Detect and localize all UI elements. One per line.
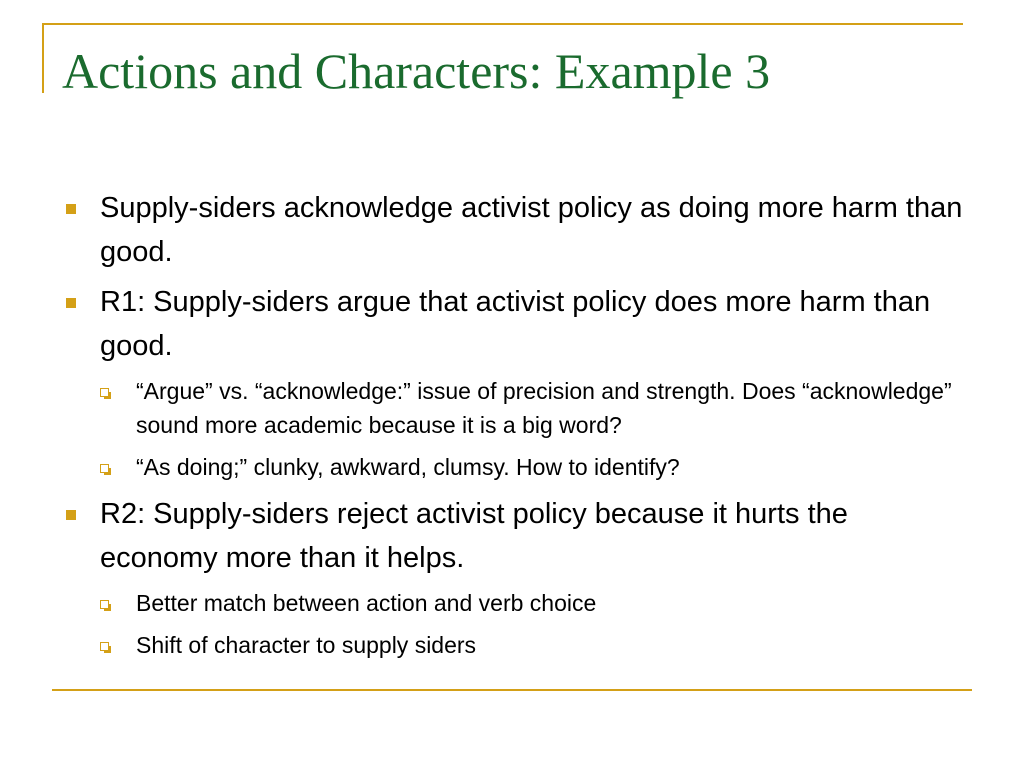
sub-bullet-item: [100, 374, 972, 442]
sub-bullet-item: [100, 450, 972, 484]
sub-bullet-item: [100, 586, 972, 620]
hollow-square-bullet-icon: [100, 600, 109, 609]
bullet-item: [62, 492, 972, 580]
frame-top-rule: [42, 23, 963, 25]
square-bullet-icon: [66, 510, 76, 520]
square-bullet-icon: [66, 298, 76, 308]
bullet-text: R2: Supply-siders reject activist policy because it hurts the economy more than it helps.: [100, 498, 848, 574]
hollow-square-bullet-icon: [100, 642, 109, 651]
sub-bullet-text: Better match between action and verb choice: [136, 590, 597, 616]
hollow-square-bullet-icon: [100, 464, 109, 473]
bullet-item: [62, 186, 972, 274]
slide-body: [62, 186, 972, 670]
hollow-square-bullet-icon: [100, 388, 109, 397]
bullet-item: [62, 280, 972, 368]
sub-bullet-text: Shift of character to supply siders: [136, 632, 477, 658]
square-bullet-icon: [66, 204, 76, 214]
bullet-text: Supply-siders acknowledge activist policy as doing more harm than good.: [100, 192, 963, 268]
frame-left-rule: [42, 23, 44, 93]
sub-bullet-text: “Argue” vs. “acknowledge:” issue of precision and strength. Does “acknowledge” sound more academic because it is a big word?: [136, 378, 952, 438]
sub-bullet-text: “As doing;” clunky, awkward, clumsy. How to identify?: [136, 454, 680, 480]
sub-bullet-item: [100, 628, 972, 662]
bullet-text: R1: Supply-siders argue that activist policy does more harm than good.: [100, 286, 931, 362]
slide-title: Actions and Characters: Example 3: [62, 43, 771, 99]
frame-bottom-rule: [52, 689, 972, 691]
